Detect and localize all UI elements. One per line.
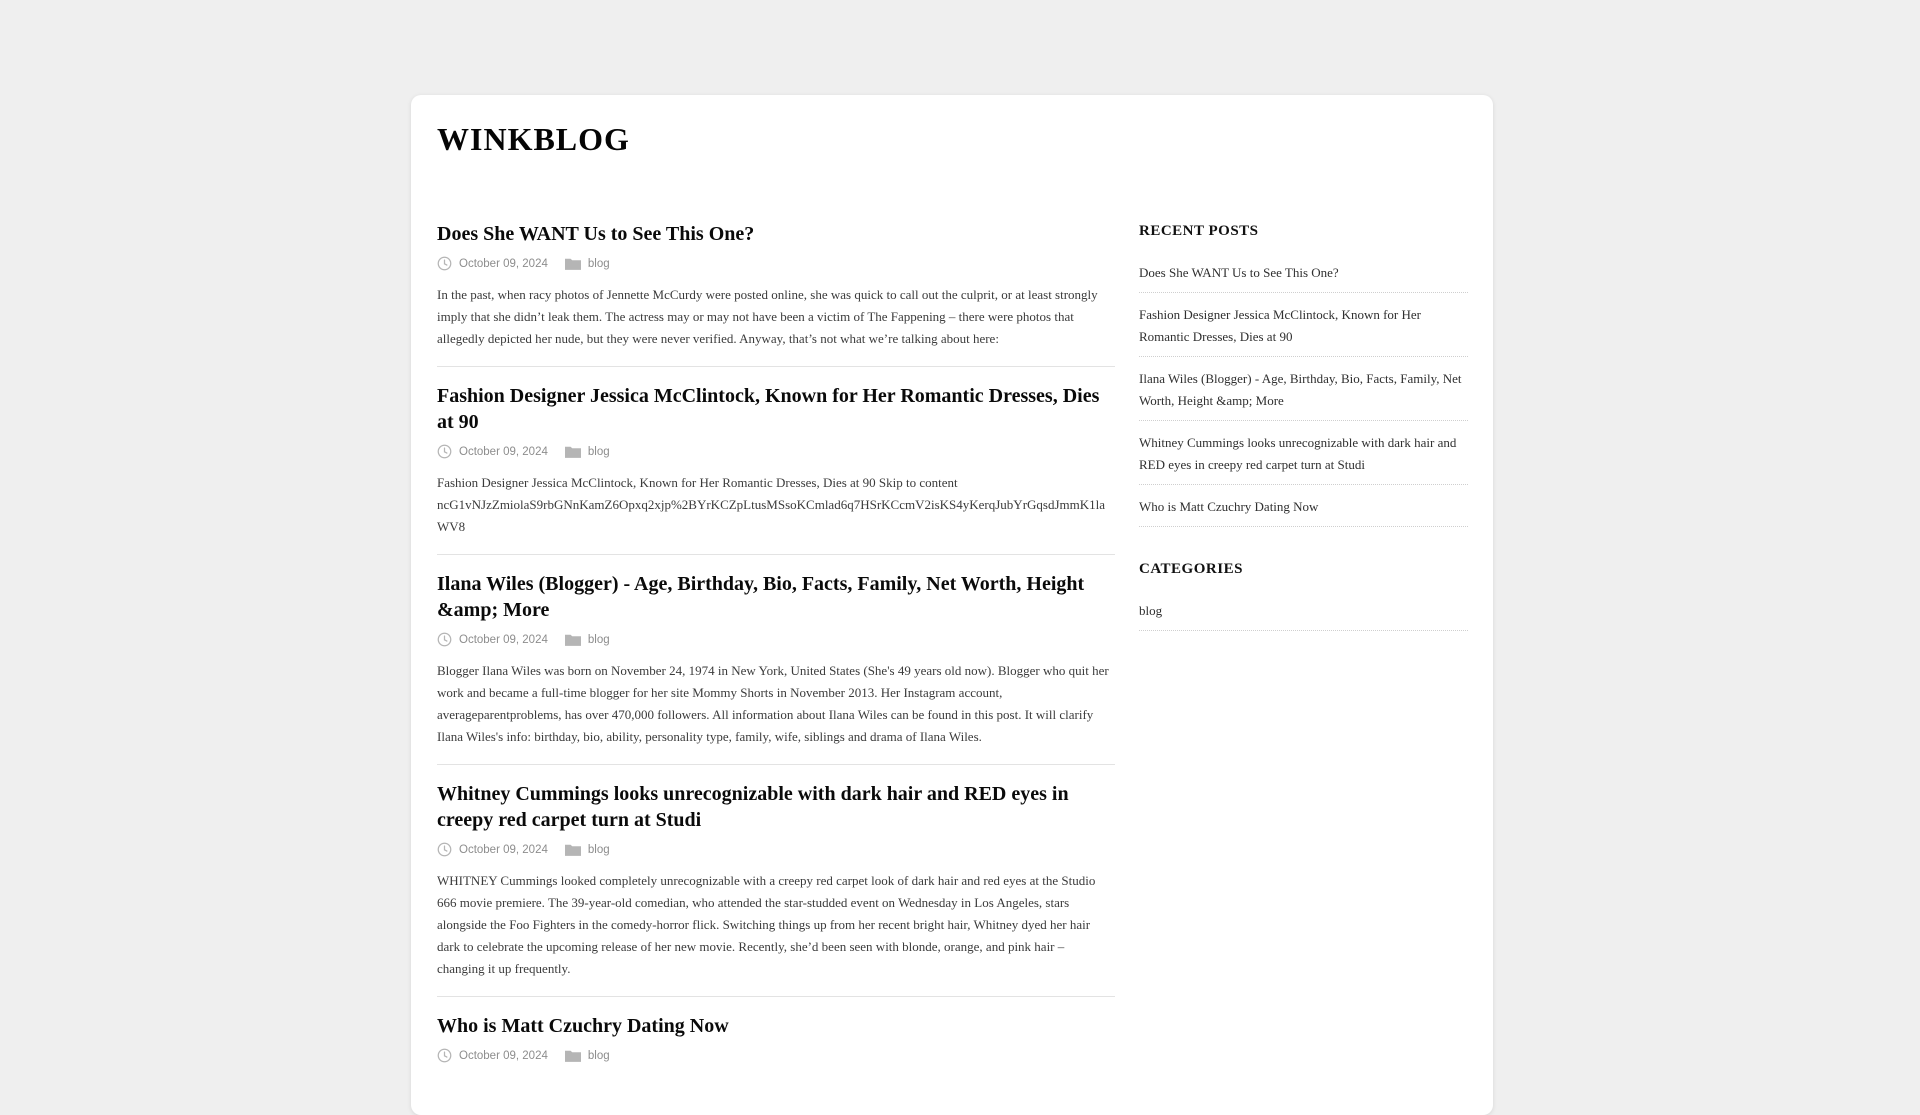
categories-list	[1139, 589, 1468, 631]
recent-post-link[interactable]: Whitney Cummings looks unrecognizable with dark hair and RED eyes in creepy red carpet turn at Studi	[1139, 421, 1468, 485]
post-meta	[437, 842, 1115, 857]
post-category[interactable]: blog	[587, 257, 610, 270]
post-title[interactable]: Who is Matt Czuchry Dating Now	[437, 1015, 729, 1037]
post-category[interactable]: blog	[587, 843, 610, 856]
folder-icon	[565, 445, 581, 458]
post-date: October 09, 2024	[459, 1049, 548, 1062]
folder-icon	[565, 257, 581, 270]
recent-post-link[interactable]: Fashion Designer Jessica McClintock, Known for Her Romantic Dresses, Dies at 90	[1139, 293, 1468, 357]
post-category[interactable]: blog	[587, 445, 610, 458]
post	[437, 997, 1115, 1063]
clock-icon	[437, 1048, 452, 1063]
clock-icon	[437, 632, 452, 647]
post-date: October 09, 2024	[459, 633, 548, 646]
folder-icon	[565, 1049, 581, 1062]
post-title[interactable]: Does She WANT Us to See This One?	[437, 223, 755, 245]
post	[437, 765, 1115, 980]
recent-posts-heading: RECENT POSTS	[1139, 223, 1259, 239]
folder-icon	[565, 633, 581, 646]
post-date: October 09, 2024	[459, 445, 548, 458]
post-meta	[437, 256, 1115, 271]
clock-icon	[437, 444, 452, 459]
post-meta	[437, 632, 1115, 647]
post-title[interactable]: Fashion Designer Jessica McClintock, Known for Her Romantic Dresses, Dies at 90	[437, 385, 1100, 433]
site-title: WINKBLOG	[437, 121, 630, 157]
post-category[interactable]: blog	[587, 1049, 610, 1062]
content-area	[437, 221, 1467, 1076]
recent-posts-list	[1139, 251, 1468, 527]
post-excerpt: Blogger Ilana Wiles was born on November 24, 1974 in New York, United States (She's 49 years old now). Blogger who quit her work and became a full-time blogger for her site Mommy Shorts in November 2013. Her Instagram account, averageparentproblems, has over 470,000 followers. All information about Ilana Wiles can be found in this post. It will clarify Ilana Wiles's info: birthday, bio, ability, personality type, family, wife, siblings and drama of Ilana Wiles.	[437, 663, 1109, 744]
categories-heading: CATEGORIES	[1139, 561, 1243, 577]
recent-post-link[interactable]: Does She WANT Us to See This One?	[1139, 251, 1468, 293]
blog-card	[411, 95, 1493, 1115]
recent-post-link[interactable]: Ilana Wiles (Blogger) - Age, Birthday, Bio, Facts, Family, Net Worth, Height &amp; More	[1139, 357, 1468, 421]
recent-post-link[interactable]: Who is Matt Czuchry Dating Now	[1139, 485, 1468, 527]
post-date: October 09, 2024	[459, 257, 548, 270]
sidebar	[1139, 221, 1468, 1076]
post-title[interactable]: Whitney Cummings looks unrecognizable with dark hair and RED eyes in creepy red carpet turn at Studi	[437, 783, 1069, 831]
post-date: October 09, 2024	[459, 843, 548, 856]
post-excerpt: In the past, when racy photos of Jennette McCurdy were posted online, she was quick to call out the culprit, or at least strongly imply that she didn’t leak them. The actress may or may not have been a victim of The Fappening – there were photos that allegedly depicted her nude, but they were never verified. Anyway, that’s not what we’re talking about here:	[437, 287, 1098, 346]
clock-icon	[437, 842, 452, 857]
categories-section	[1139, 559, 1468, 631]
post-list	[437, 221, 1115, 1076]
post-title[interactable]: Ilana Wiles (Blogger) - Age, Birthday, Bio, Facts, Family, Net Worth, Height &amp; More	[437, 573, 1085, 621]
category-link[interactable]: blog	[1139, 589, 1468, 631]
post	[437, 555, 1115, 748]
post-excerpt: Fashion Designer Jessica McClintock, Known for Her Romantic Dresses, Dies at 90 Skip to content ncG1vNJzZmiolaS9rbGNnKamZ6Opxq2xjp%2BYrKCZpLtusMSsoKCmlad6q7HSrKCcmV2isKS4yKerqJubYrGqsdJmmK1laWV8	[437, 475, 1106, 534]
post-excerpt: WHITNEY Cummings looked completely unrecognizable with a creepy red carpet look of dark hair and red eyes at the Studio 666 movie premiere. The 39-year-old comedian, who attended the star-studded event on Wednesday in Los Angeles, stars alongside the Foo Fighters in the comedy-horror flick. Switching things up from her recent bright hair, Whitney dyed her hair dark to celebrate the upcoming release of her new movie. Recently, she’d been seen with blonde, orange, and pink hair – changing it up frequently.	[437, 873, 1096, 976]
folder-icon	[565, 843, 581, 856]
post	[437, 221, 1115, 350]
post	[437, 367, 1115, 538]
post-meta	[437, 1048, 1115, 1063]
clock-icon	[437, 256, 452, 271]
post-meta	[437, 444, 1115, 459]
post-category[interactable]: blog	[587, 633, 610, 646]
